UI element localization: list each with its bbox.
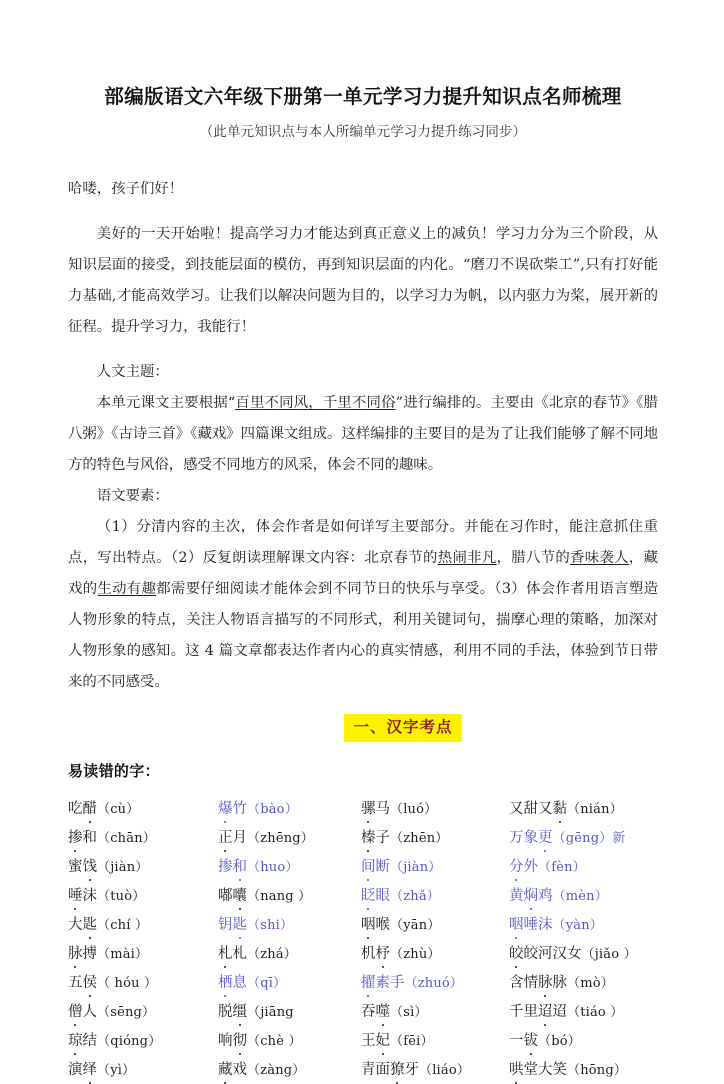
pinyin-label: （zhēn） [390, 831, 449, 847]
pinyin-label: （zhuó） [404, 976, 464, 992]
emphasis-dot-char: 间 [361, 855, 376, 876]
emphasis-dot-char: 哄 [509, 1058, 524, 1079]
char-glyph: 搏 [82, 946, 97, 963]
le-segment-1: （1）分清内容的主次，体会作者是如何详写主要部分。并能在习作时，能注意抓住重点，写出特点。（2）反复朗读理解课文内容：北京春节的 [68, 519, 658, 567]
char-glyph: 千 [509, 1004, 524, 1021]
char-entry-inner [509, 1033, 581, 1049]
pinyin-label: （cù） [97, 802, 140, 818]
char-entry [509, 851, 648, 880]
pinyin-label: （huo） [247, 860, 299, 876]
char-entry [509, 909, 648, 938]
char-entry-inner [68, 859, 149, 875]
char-entry-inner [68, 1004, 155, 1020]
char-entry [361, 880, 509, 909]
char-entry [68, 793, 218, 822]
emphasis-dot-char: 皎 [509, 942, 524, 963]
char-glyph: 戏 [232, 1062, 247, 1079]
table-row [68, 851, 648, 880]
char-glyph: 吞 [361, 1004, 376, 1021]
pinyin-label: （zàng） [247, 1063, 306, 1079]
pinyin-label: （mèn） [552, 889, 608, 905]
pinyin-label: （fēi） [390, 1034, 434, 1050]
table-row [68, 1025, 648, 1054]
char-entry-inner [361, 1004, 428, 1020]
char-glyph: 含 [509, 975, 524, 992]
char-glyph: 沫 [82, 888, 97, 905]
emphasis-dot-char: 栖 [218, 971, 233, 992]
emphasis-dot-char: 绎 [83, 1058, 98, 1079]
emphasis-dot-char: 脉 [538, 971, 553, 992]
char-entry [218, 938, 361, 967]
pinyin-label: （yì） [97, 1063, 136, 1079]
char-glyph: 外 [523, 859, 538, 876]
pinyin-label: （qī） [247, 976, 287, 992]
table-row [68, 1054, 648, 1083]
emphasis-dot-char: 咽 [509, 913, 524, 934]
char-entry [218, 967, 361, 996]
pinyin-label: （zhǎ） [390, 889, 440, 905]
humanistic-theme-paragraph [68, 388, 658, 481]
table-row [68, 909, 648, 938]
emphasis-dot-char: 焖 [524, 884, 539, 905]
char-entry [361, 1054, 509, 1083]
char-entry [361, 909, 509, 938]
emphasis-dot-char: 札 [218, 942, 233, 963]
char-entry [361, 1025, 509, 1054]
pinyin-label: （hōng） [567, 1063, 628, 1079]
pinyin-label: （jiǎo ） [581, 947, 637, 963]
pinyin-label: （zhá） [247, 947, 297, 963]
char-glyph: 机 [361, 946, 376, 963]
char-glyph: 大 [538, 1062, 553, 1079]
table-row [68, 793, 648, 822]
char-glyph: 嘟 [218, 888, 233, 905]
char-entry-inner [218, 888, 311, 904]
char-glyph: 大 [68, 917, 83, 934]
language-elements-paragraph [68, 512, 658, 698]
language-elements-label: 语文要素： [96, 488, 169, 505]
char-entry-inner [361, 917, 440, 933]
char-glyph: 万 [509, 830, 524, 847]
char-glyph: 牙 [404, 1062, 419, 1079]
le-underlined-1: 热闹非凡 [437, 550, 497, 567]
pinyin-label: （yān） [390, 918, 441, 934]
pinyin-label: （qióng） [97, 1034, 162, 1050]
emphasis-dot-char: 擢 [361, 971, 376, 992]
document-content [68, 0, 658, 1083]
char-entry [68, 967, 218, 996]
emphasis-dot-char: 脉 [68, 942, 83, 963]
char-glyph: 演 [68, 1062, 83, 1079]
char-entry [218, 822, 361, 851]
char-entry [68, 938, 218, 967]
char-entry-inner [361, 1033, 434, 1049]
char-glyph: 人 [82, 1004, 97, 1021]
char-entry-inner [509, 1004, 624, 1020]
char-glyph: 象 [523, 830, 538, 847]
char-glyph: 断 [375, 859, 390, 876]
pinyin-label: （chí ） [97, 918, 149, 934]
emphasis-dot-char: 榛 [361, 826, 376, 847]
paragraph-spacer-2 [68, 343, 658, 357]
char-entry-inner [361, 830, 449, 846]
char-entry-inner [68, 917, 148, 933]
char-glyph: 鸡 [538, 888, 553, 905]
page-subtitle: （此单元知识点与本人所编单元学习力提升练习同步） [199, 124, 527, 141]
char-glyph: 眼 [375, 888, 390, 905]
char-entry-inner [68, 1033, 161, 1049]
char-glyph: 和 [82, 830, 97, 847]
char-glyph: 素 [375, 975, 390, 992]
pinyin-label: （mò） [567, 976, 614, 992]
emphasis-dot-char: 咽 [361, 913, 376, 934]
char-glyph: 唾 [523, 917, 538, 934]
char-entry-inner [218, 801, 298, 817]
char-entry-inner [218, 830, 314, 846]
page-title: 部编版语文六年级下册第一单元学习力提升知识点名师梳理 [104, 85, 622, 108]
char-entry [509, 938, 648, 967]
le-segment-3: ，藏戏的 [68, 550, 658, 598]
emphasis-dot-char: 藏 [218, 1058, 233, 1079]
emphasis-dot-char: 匙 [83, 913, 98, 934]
char-entry [509, 1054, 648, 1083]
char-glyph: 迢 [552, 1004, 567, 1021]
char-entry-inner [509, 801, 623, 817]
pinyin-label: （nang ） [247, 889, 312, 905]
char-glyph: 汉 [552, 946, 567, 963]
emphasis-dot-char: 匙 [233, 913, 248, 934]
char-entry-inner [218, 946, 297, 962]
char-glyph: 河 [538, 946, 553, 963]
emphasis-dot-char: 爆 [218, 797, 233, 818]
char-entry [218, 793, 361, 822]
char-entry-inner [361, 888, 440, 904]
char-entry-inner [361, 946, 441, 962]
intro-paragraph: 美好的一天开始啦！提高学习力才能达到真正意义上的减负！学习力分为三个阶段，从知识层面的接受，到技能层面的模仿，再到知识层面的内化。“磨刀不误砍柴工”,只有打好能力基础,才能高效学习。让我们以解决问题为目的，以学习力为帆，以内驱力为桨，展开新的征程。提升学习力，我能行！ [68, 226, 658, 336]
le-segment-4: 都需要仔细阅读才能体会到不同节日的快乐与享受。（3）体会作者用语言塑造人物形象的特点，关注人物语言描写的不同形式，利用关键词句，揣摩心理的策略，加深对人物形象的感知。这 4 篇文章都表达作者内心的真实情感，利用不同的手法，体验到节日带来的不同感受。 [68, 581, 658, 691]
char-glyph: 堂 [523, 1062, 538, 1079]
emphasis-dot-char: 和 [233, 855, 248, 876]
pinyin-label: （zhù） [390, 947, 441, 963]
char-glyph: 月 [232, 830, 247, 847]
table-row [68, 938, 648, 967]
char-glyph: 甜 [523, 801, 538, 818]
char-glyph: 笑 [552, 1062, 567, 1079]
table-row [68, 967, 648, 996]
char-glyph: 吃 [68, 801, 83, 818]
char-entry [361, 996, 509, 1025]
char-entry [68, 851, 218, 880]
pinyin-label: （tuò） [97, 889, 146, 905]
char-glyph: 沫 [538, 917, 553, 934]
pinyin-label: （chān） [97, 831, 156, 847]
char-entry [218, 851, 361, 880]
emphasis-dot-char: 黏 [553, 797, 568, 818]
char-entry [218, 996, 361, 1025]
char-entry-inner [509, 888, 608, 904]
pinyin-label: （luó） [390, 802, 438, 818]
char-entry-inner [68, 801, 139, 817]
char-glyph: 马 [375, 801, 390, 818]
emphasis-dot-char: 骡 [361, 797, 376, 818]
char-entry-inner [218, 1033, 302, 1049]
char-entry-inner [218, 1062, 306, 1078]
pinyin-label: （zhēng） [247, 831, 315, 847]
pinyin-label: （bào） [247, 802, 298, 818]
char-entry-inner [361, 859, 442, 875]
char-entry-inner [509, 830, 626, 846]
char-entry [218, 1025, 361, 1054]
pinyin-label: （mài） [97, 947, 149, 963]
char-glyph: 女 [567, 946, 582, 963]
greeting-line: 哈喽，孩子们好！ [68, 181, 184, 198]
char-glyph: 青 [361, 1062, 376, 1079]
character-table [68, 793, 648, 1083]
paragraph-spacer [68, 205, 658, 219]
char-entry [68, 822, 218, 851]
char-entry-inner [218, 1004, 294, 1020]
char-glyph: 竹 [232, 801, 247, 818]
pinyin-label: （jiàn） [97, 860, 149, 876]
char-entry-inner [509, 975, 614, 991]
char-entry [361, 967, 509, 996]
char-glyph: 掺 [218, 859, 233, 876]
char-entry [218, 909, 361, 938]
char-entry [361, 938, 509, 967]
char-entry-inner [509, 946, 637, 962]
pinyin-label: （fèn） [538, 860, 586, 876]
char-entry [509, 822, 648, 851]
section-heading-hanzi: 一、汉字考点 [344, 714, 461, 742]
section-heading-row [68, 714, 658, 742]
char-entry-inner [68, 946, 148, 962]
pinyin-label: （nián） [567, 802, 623, 818]
emphasis-dot-char: 彻 [233, 1029, 248, 1050]
char-glyph: 脱 [218, 1004, 233, 1021]
char-entry [509, 967, 648, 996]
emphasis-dot-char: 妃 [376, 1029, 391, 1050]
emphasis-dot-char: 侯 [83, 971, 98, 992]
char-entry [68, 1025, 218, 1054]
emphasis-dot-char: 饯 [83, 855, 98, 876]
char-entry-inner [68, 830, 156, 846]
char-glyph: 蜜 [68, 859, 83, 876]
char-glyph: 喉 [375, 917, 390, 934]
char-glyph: 皎 [523, 946, 538, 963]
char-entry-inner [218, 917, 293, 933]
char-entry [509, 793, 648, 822]
pinyin-label: （ hóu ） [97, 976, 158, 992]
char-glyph: 情 [523, 975, 538, 992]
emphasis-dot-char: 眨 [361, 884, 376, 905]
theme-text-before: 本单元课文主要根据“ [96, 395, 236, 412]
emphasis-dot-char: 掺 [68, 826, 83, 847]
char-entry [361, 851, 509, 880]
char-entry-inner [68, 1062, 135, 1078]
pinyin-label: （yàn） [552, 918, 603, 934]
humanistic-theme-label: 人文主题： [96, 364, 169, 381]
char-glyph: 又 [538, 801, 553, 818]
char-entry [509, 1025, 648, 1054]
char-entry-inner [361, 1062, 470, 1078]
emphasis-dot-char: 琼 [68, 1029, 83, 1050]
char-glyph: 结 [82, 1033, 97, 1050]
emphasis-dot-char: 獠 [390, 1058, 405, 1079]
pinyin-label: （bó） [538, 1034, 581, 1050]
char-glyph: 响 [218, 1033, 233, 1050]
char-entry [361, 793, 509, 822]
emphasis-dot-char: 钹 [524, 1029, 539, 1050]
emphasis-dot-char: 缰 [233, 1000, 248, 1021]
char-entry [68, 880, 218, 909]
emphasis-dot-char: 囔 [233, 884, 248, 905]
emphasis-dot-char: 分 [509, 855, 524, 876]
char-entry-inner [509, 917, 603, 933]
table-row [68, 880, 648, 909]
char-glyph: 脉 [552, 975, 567, 992]
char-entry-inner [68, 975, 157, 991]
char-entry [509, 996, 648, 1025]
pinyin-label: （jiāng [247, 1005, 294, 1021]
char-glyph: 手 [390, 975, 405, 992]
char-entry-inner [361, 801, 437, 817]
table-row [68, 996, 648, 1025]
char-entry-inner [509, 1062, 627, 1078]
pinyin-label: （jiàn） [390, 860, 442, 876]
pinyin-label: （gēng）新 [552, 831, 626, 847]
char-glyph: 王 [361, 1033, 376, 1050]
char-glyph: 一 [509, 1033, 524, 1050]
char-glyph: 里 [523, 1004, 538, 1021]
char-glyph: 子 [375, 830, 390, 847]
char-entry [68, 996, 218, 1025]
le-segment-2: ，腊八节的 [496, 550, 571, 567]
theme-underlined-phrase: 百里不同风，千里不同俗 [235, 395, 396, 412]
pinyin-label: （chè ） [247, 1034, 302, 1050]
char-entry-inner [218, 859, 299, 875]
char-glyph: 钥 [218, 917, 233, 934]
body-text [68, 174, 658, 698]
le-underlined-2: 香味袭人 [570, 550, 629, 567]
sub-heading-easy-misread: 易读错的字： [68, 762, 160, 781]
pinyin-label: （tiáo ） [567, 1005, 624, 1021]
emphasis-dot-char: 唾 [68, 884, 83, 905]
char-entry-inner [361, 975, 463, 991]
pinyin-label: （liáo） [419, 1063, 471, 1079]
theme-text-after: ”进行编排的。主要由《北京的春节》《腊八粥》《古诗三首》《藏戏》四篇课文组成。这样编排的主要目的是为了让我们能够了解不同地方的特色与风俗，感受不同地方的风采，体会不同的趣味。 [68, 395, 659, 474]
emphasis-dot-char: 噬 [376, 1000, 391, 1021]
char-glyph: 黄 [509, 888, 524, 905]
char-glyph: 又 [509, 801, 524, 818]
char-entry [68, 1054, 218, 1083]
char-entry-inner [509, 859, 586, 875]
char-entry [218, 1054, 361, 1083]
char-glyph: 息 [232, 975, 247, 992]
le-underlined-3: 生动有趣 [97, 581, 157, 598]
char-entry [218, 880, 361, 909]
emphasis-dot-char: 醋 [83, 797, 98, 818]
char-entry [509, 880, 648, 909]
emphasis-dot-char: 迢 [538, 1000, 553, 1021]
pinyin-label: （shi） [247, 918, 294, 934]
emphasis-dot-char: 杼 [376, 942, 391, 963]
emphasis-dot-char: 更 [538, 826, 553, 847]
pinyin-label: （sì） [390, 1005, 428, 1021]
char-glyph: 札 [232, 946, 247, 963]
emphasis-dot-char: 正 [218, 826, 233, 847]
pinyin-label: （sēng） [97, 1005, 156, 1021]
char-glyph: 面 [375, 1062, 390, 1079]
emphasis-dot-char: 僧 [68, 1000, 83, 1021]
char-glyph: 五 [68, 975, 83, 992]
char-entry [361, 822, 509, 851]
char-entry-inner [218, 975, 286, 991]
char-entry [68, 909, 218, 938]
char-entry-inner [68, 888, 145, 904]
table-row [68, 822, 648, 851]
character-table-body [68, 793, 648, 1083]
